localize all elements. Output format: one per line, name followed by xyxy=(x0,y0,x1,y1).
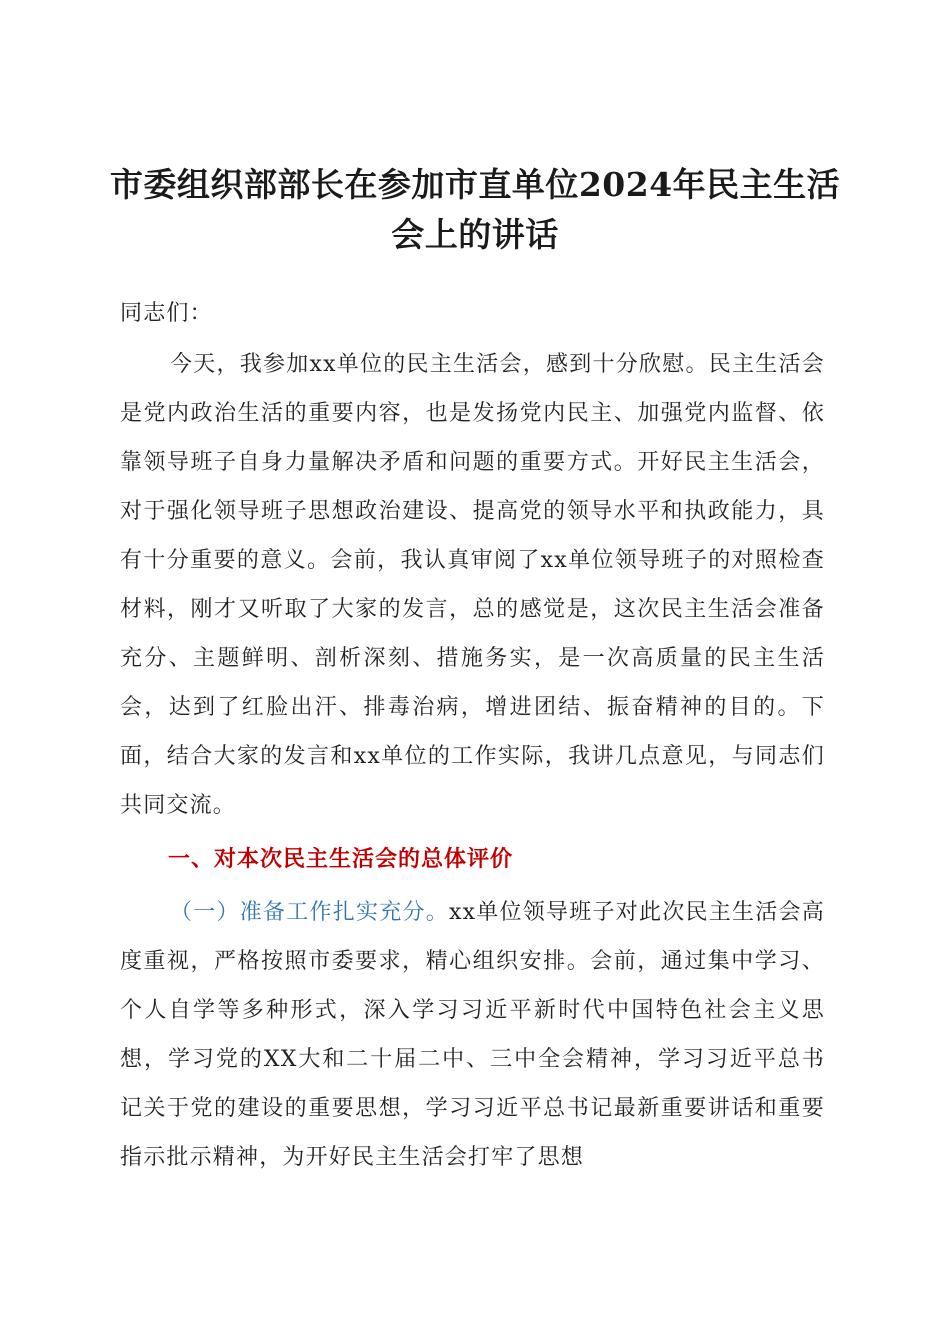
subsection-heading: （一）准备工作扎实充分。 xyxy=(170,900,450,925)
subsection-paragraph xyxy=(120,888,825,1182)
intro-paragraph: 今天，我参加xx单位的民主生活会，感到十分欣慰。民主生活会是党内政治生活的重要内容，也是发扬党内民主、加强党内监督、依靠领导班子自身力量解决矛盾和问题的重要方式。开好民主生活会，对于强化领导班子思想政治建设、提高党的领导水平和执政能力，具有十分重要的意义。会前，我认真审阅了xx单位领导班子的对照检查材料，刚才又听取了大家的发言，总的感觉是，这次民主生活会准备充分、主题鲜明、剖析深刻、措施务实，是一次高质量的民主生活会，达到了红脸出汗、排毒治病，增进团结、振奋精神的目的。下面，结合大家的发言和xx单位的工作实际，我讲几点意见，与同志们共同交流。 xyxy=(120,352,825,818)
salutation: 同志们： xyxy=(120,301,213,326)
document-title: 市委组织部部长在参加市直单位2024年民主生活会上的讲话 xyxy=(109,165,841,254)
section-heading: 一、对本次民主生活会的总体评价 xyxy=(168,847,514,872)
subsection-body: xx单位领导班子对此次民主生活会高度重视，严格按照市委要求，精心组织安排。会前，通过集中学习、个人自学等多种形式，深入学习习近平新时代中国特色社会主义思想，学习党的XX大和二十届二中、三中全会精神，学习习近平总书记关于党的建设的重要思想，学习习近平总书记最新重要讲话和重要指示批示精神，为开好民主生活会打牢了思想 xyxy=(120,900,825,1170)
